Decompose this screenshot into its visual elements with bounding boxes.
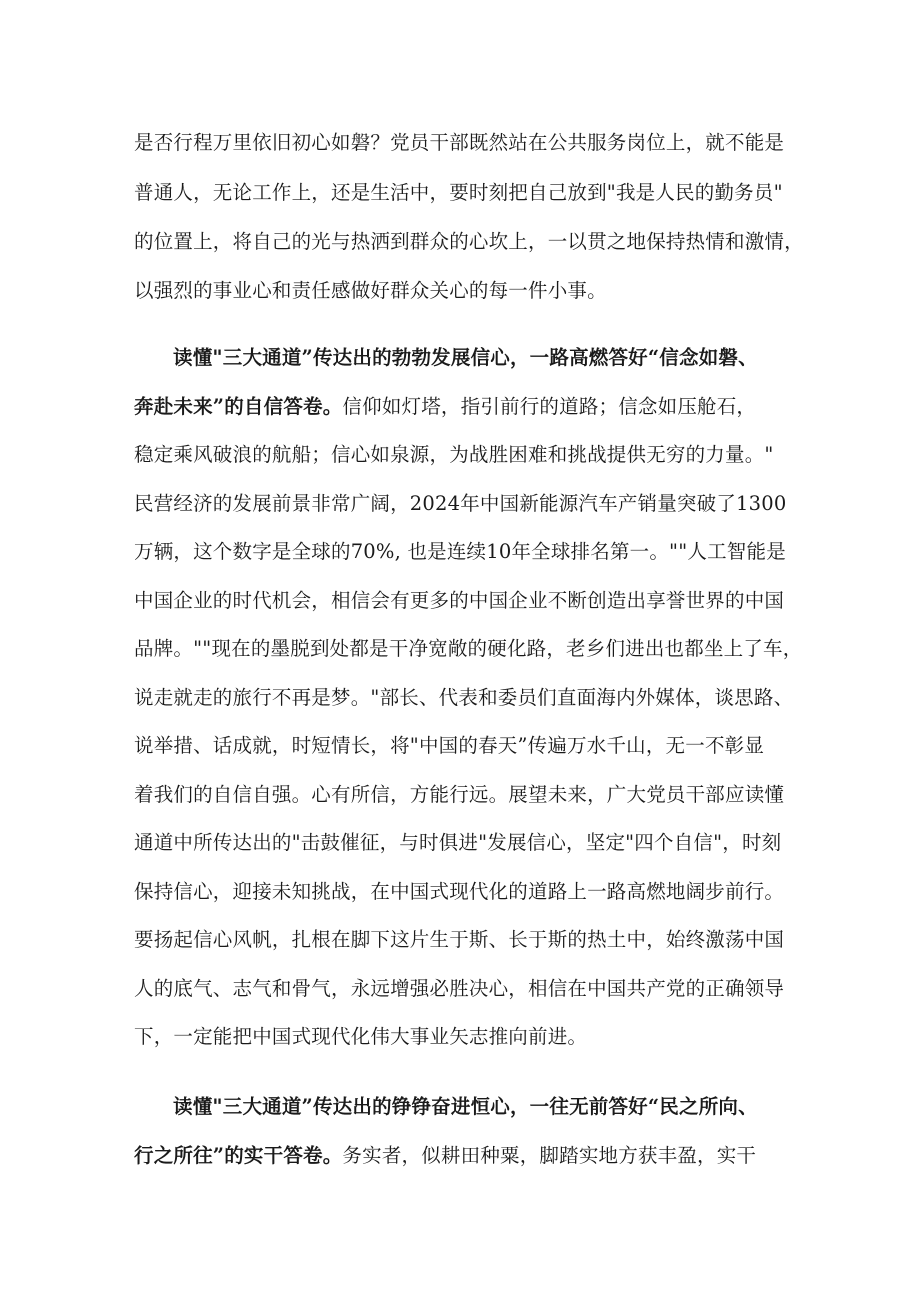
paragraph-2-line-6: 中国企业的时代机会，相信会有更多的中国企业不断创造出享誉世界的中国	[134, 589, 785, 612]
paragraph-2-line-15: 下，一定能把中国式现代化伟大事业矢志推向前进。	[134, 1025, 588, 1048]
paragraph-2-line-8: 说走就走的旅行不再是梦。"部长、代表和委员们直面海内外媒体，谈思路、	[134, 686, 794, 709]
paragraph-2-line-5: 万辆，这个数字是全球的70%, 也是连续10年全球排名第一。""人工智能是	[134, 540, 786, 563]
paragraph-2-line-7: 品牌。""现在的墨脱到处都是干净宽敞的硬化路，老乡们进出也都坐上了车，	[134, 637, 803, 660]
paragraph-2-heading-end: 奔赴未来”的自信答卷。	[134, 395, 343, 418]
paragraph-3-heading-line-1: 读懂"三大通道”传达出的铮铮奋进恒心，一往无前答好“民之所向、	[173, 1095, 758, 1118]
paragraph-2-line-11: 通道中所传达出的"击鼓催征，与时俱进"发展信心，坚定"四个自信"，时刻	[134, 831, 782, 854]
paragraph-1-line-4: 以强烈的事业心和责任感做好群众关心的每一件小事。	[134, 279, 607, 302]
paragraph-2-line-14: 人的底气、志气和骨气，永远增强必胜决心，相信在中国共产党的正确领导	[134, 977, 785, 1000]
paragraph-2-line-2-text: 信仰如灯塔，指引前行的道路；信念如压舱石，	[342, 395, 757, 418]
paragraph-2-heading-line-1: 读懂"三大通道”传达出的勃勃发展信心，一路高燃答好“信念如磐、	[173, 346, 758, 369]
paragraph-2-line-13: 要扬起信心风帆，扎根在脚下这片生于斯、长于斯的热土中，始终激荡中国	[134, 928, 785, 951]
paragraph-1-line-1: 是否行程万里依旧初心如磐？党员干部既然站在公共服务岗位上，就不能是	[134, 131, 785, 154]
paragraph-3-line-2-text: 务实者，似耕田种粟，脚踏实地方获丰盈，实干	[342, 1144, 757, 1167]
paragraph-2-line-2	[134, 395, 806, 419]
paragraph-1-line-2: 普通人，无论工作上，还是生活中，要时刻把自己放到"我是人民的勤务员"	[134, 181, 783, 204]
paragraph-3-heading-end: 行之所往”的实干答卷。	[134, 1144, 343, 1167]
paragraph-1-line-3: 的位置上，将自己的光与热洒到群众的心坎上，一以贯之地保持热情和激情，	[134, 230, 804, 253]
paragraph-2-line-3: 稳定乘风破浪的航船；信心如泉源，为战胜困难和挑战提供无穷的力量。"	[134, 443, 774, 466]
paragraph-2-line-10: 着我们的自信自强。心有所信，方能行远。展望未来，广大党员干部应读懂	[134, 783, 785, 806]
paragraph-2-line-4: 民营经济的发展前景非常广阔，2024年中国新能源汽车产销量突破了1300	[134, 492, 787, 515]
paragraph-2-line-12: 保持信心，迎接未知挑战，在中国式现代化的道路上一路高燃地阔步前行。	[134, 880, 785, 903]
paragraph-2-line-9: 说举措、话成就，时短情长，将"中国的春天”传遍万水千山，无一不彰显	[134, 734, 765, 757]
paragraph-3-line-2	[134, 1144, 806, 1168]
